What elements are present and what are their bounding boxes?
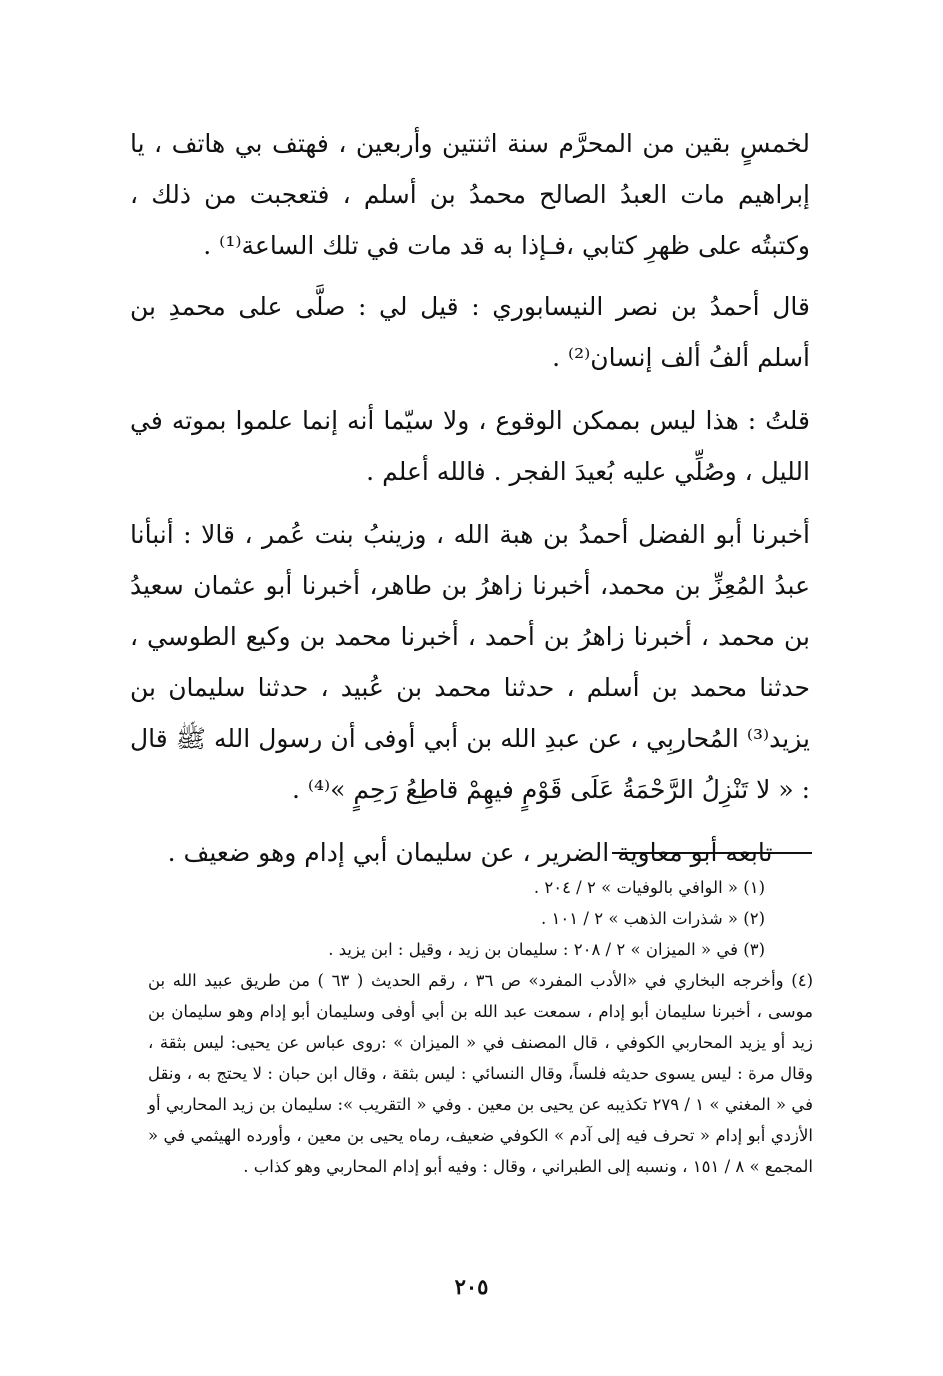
paragraph-3: قلتُ : هذا ليس بممكن الوقوع ، ولا سيّما أنه إنما علموا بموته في الليل ، وصُلِّي عليه بُعيدَ الفجر . فالله أعلم . [130, 406, 810, 486]
main-text-body [130, 118, 810, 890]
footnote-divider [612, 852, 812, 854]
footnote-2: (٢) « شذرات الذهب » ٢ / ١٠١ . [541, 909, 765, 928]
paragraph-4-hadith: أخبرنا أبو الفضل أحمدُ بن هبة الله ، وزينبُ بنت عُمر ، قالا : أنبأنا عبدُ المُعِزِّ بن محمد، أخبرنا زاهرُ بن طاهر، أخبرنا أبو عثمان سعيدُ بن محمد ، أخبرنا زاهرُ بن أحمد ، أخبرنا محمد بن وكيع الطوسي ، حدثنا محمد بن أسلم ، حدثنا محمد بن عُبيد ، حدثنا سليمان بن يزيد⁽³⁾ المُحاربِي ، عن عبدِ الله بن أبي أوفى أن رسول الله ﷺ قال : « لا تَنْزِلُ الرَّحْمَةُ عَلَى قَوْمٍ فيهِمْ قاطِعُ رَحِمٍ »⁽⁴⁾ . [130, 520, 810, 804]
footnotes-section [148, 872, 813, 1182]
paragraph-5: تابعه أبو معاوية الضرير ، عن سليمان أبي إدام وهو ضعيف . [167, 838, 773, 867]
paragraph-2: قال أحمدُ بن نصر النيسابوري : قيل لي : صلَّى على محمدِ بن أسلم ألفُ ألف إنسان⁽²⁾ . [130, 292, 810, 372]
page-number: ٢٠٥ [454, 1274, 489, 1299]
footnote-4: (٤) وأخرجه البخاري في «الأدب المفرد» ص ٣٦ ، رقم الحديث ( ٦٣ ) من طريق عبيد الله بن موسى ، أخبرنا سليمان أبو إدام ، سمعت عبد الله بن أبي أوفى وسليمان أبو إدام وهو سليمان بن زيد أو يزيد المحاربي الكوفي ، قال المصنف في « الميزان » :روى عباس عن يحيى: ليس بثقة ، وقال مرة : ليس يسوى حديثه فلساً، وقال النسائي : ليس بثقة ، وقال ابن حبان : لا يحتج به ، ونقل في « المغني » ١ / ٢٧٩ تكذيبه عن يحيى بن معين . وفي « التقريب »: سليمان بن زيد المحاربي أو الأزدي أبو إدام « تحرف فيه إلى آدم » الكوفي ضعيف، رماه يحيى بن معين ، وأورده الهيثمي في « المجمع » ٨ / ١٥١ ، ونسبه إلى الطبراني ، وقال : وفيه أبو إدام المحاربي وهو كذاب . [148, 971, 813, 1176]
footnote-3: (٣) في « الميزان » ٢ / ٢٠٨ : سليمان بن زيد ، وقيل : ابن يزيد . [328, 940, 765, 959]
paragraph-1: لخمسٍ بقين من المحرَّم سنة اثنتين وأربعين ، فهتف بي هاتف ، يا إبراهيم مات العبدُ الصالح محمدُ بن أسلم ، فتعجبت من ذلك ، وكتبتُه على ظهرِ كتابي ،فـإذا به قد مات في تلك الساعة⁽¹⁾ . [130, 129, 810, 260]
footnote-1: (١) « الوافي بالوفيات » ٢ / ٢٠٤ . [533, 878, 765, 897]
